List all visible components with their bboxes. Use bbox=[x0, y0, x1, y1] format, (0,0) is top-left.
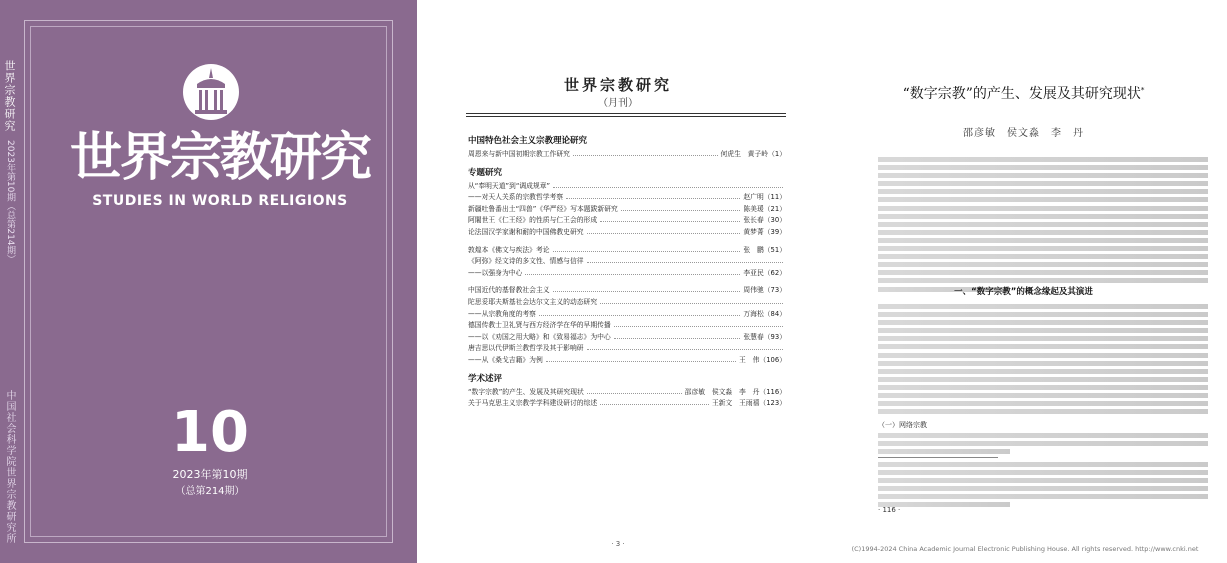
text-line bbox=[878, 328, 1208, 333]
toc-leader-dots bbox=[525, 267, 740, 275]
toc-entry-author: 周伟驰（73） bbox=[743, 286, 786, 295]
copyright-line: (C)1994-2024 China Academic Journal Electronic Publishing House. All rights reserved. http://www.cnki.net bbox=[851, 545, 1199, 553]
toc-entry-title: 关于马克思主义宗教学学科建设研讨的综述 bbox=[468, 399, 598, 408]
toc-entry[interactable] bbox=[468, 308, 786, 320]
temple-logo-icon bbox=[181, 62, 241, 122]
toc-entry-author: 黄梦菁（39） bbox=[743, 227, 786, 236]
toc-leader-dots bbox=[614, 331, 741, 339]
toc-entry[interactable] bbox=[468, 296, 786, 308]
text-line bbox=[878, 246, 1208, 251]
toc-entry-author: 陈美瑗（21） bbox=[743, 204, 786, 213]
toc-entry[interactable] bbox=[468, 386, 786, 398]
toc-leader-dots bbox=[600, 397, 709, 405]
toc-entry-title: 从“奉明天道”到“调成规章” bbox=[468, 181, 551, 190]
toc-body bbox=[468, 128, 786, 409]
toc-entry[interactable] bbox=[468, 180, 786, 192]
text-line bbox=[878, 470, 1208, 475]
text-line bbox=[878, 312, 1208, 317]
cover-title-en: STUDIES IN WORLD RELIGIONS bbox=[92, 193, 348, 209]
toc-entry[interactable] bbox=[468, 226, 786, 238]
toc-leader-dots bbox=[587, 255, 783, 263]
toc-entry[interactable] bbox=[468, 267, 786, 279]
toc-entry-title: 论法国汉学家谢和耐的中国佛教史研究 bbox=[468, 227, 584, 236]
text-line bbox=[878, 344, 1208, 349]
toc-entry-title: ——对天人关系的宗教哲学考察 bbox=[468, 193, 564, 202]
toc-entry[interactable] bbox=[468, 284, 786, 296]
section-heading: 一、“数字宗教”的概念缘起及其演进 bbox=[954, 287, 1093, 297]
toc-leader-dots bbox=[566, 191, 740, 199]
text-line bbox=[878, 165, 1208, 170]
toc-leader-dots bbox=[614, 319, 783, 327]
article-body-text-2 bbox=[878, 433, 1208, 457]
toc-entry[interactable] bbox=[468, 203, 786, 215]
toc-entry-title: 中国近代的基督教社会主义 bbox=[468, 286, 550, 295]
table-of-contents-page bbox=[418, 0, 818, 563]
toc-rule-top-2 bbox=[466, 116, 786, 117]
toc-leader-dots bbox=[553, 284, 741, 292]
toc-entry-title: 德国传教士卫礼贤与西方经济学在华的早期传播 bbox=[468, 321, 611, 330]
text-line bbox=[878, 441, 1208, 446]
toc-section-heading: 学术述评 bbox=[468, 373, 503, 384]
toc-leader-dots bbox=[621, 203, 741, 211]
toc-leader-dots bbox=[600, 214, 740, 222]
toc-leader-dots bbox=[587, 342, 783, 350]
text-line bbox=[878, 478, 1208, 483]
toc-leader-dots bbox=[553, 180, 783, 188]
spine-title: 世界宗教研究 bbox=[3, 60, 16, 132]
text-line bbox=[878, 206, 1208, 211]
text-line bbox=[878, 449, 1010, 454]
text-line bbox=[878, 433, 1208, 438]
toc-entry-title: 《阿弥》经文诗的多文性、情感与信徉 bbox=[468, 257, 584, 266]
toc-leader-dots bbox=[546, 354, 736, 362]
text-line bbox=[878, 393, 1208, 398]
article-page-number: · 116 · bbox=[878, 506, 901, 514]
toc-entry[interactable] bbox=[468, 214, 786, 226]
issue-total: （总第214期） bbox=[175, 486, 245, 497]
spine-publisher: 中国社会科学院世界宗教研究所 bbox=[4, 390, 15, 544]
issue-number: 10 bbox=[171, 400, 249, 465]
journal-cover bbox=[0, 0, 417, 563]
toc-entry-author: 赵广明（11） bbox=[743, 193, 786, 202]
toc-leader-dots bbox=[587, 386, 682, 394]
toc-entry-author: 邵彦敏 侯文淼 李 丹（116） bbox=[684, 387, 786, 396]
toc-entry-author: 王新文 王雨禧（123） bbox=[711, 399, 786, 408]
toc-entry[interactable] bbox=[468, 244, 786, 256]
toc-frequency: （月刊） bbox=[598, 98, 638, 109]
issue-date: 2023年第10期 bbox=[172, 468, 248, 481]
article-footnotes bbox=[878, 462, 1208, 511]
text-line bbox=[878, 361, 1208, 366]
toc-entry-author: 何虎生 黄子岭（1） bbox=[720, 150, 786, 158]
toc-entry-title: 唐吉思以代伊斯兰教哲学及其于影响研 bbox=[468, 344, 584, 353]
toc-entry-title: 阿闍世王《仁王经》的性质与仁王会的形成 bbox=[468, 216, 598, 225]
toc-entry-title: 陀思妥耶夫斯基社会达尔文主义的动态研究 bbox=[468, 297, 598, 306]
text-line bbox=[878, 486, 1208, 491]
toc-entry[interactable] bbox=[468, 319, 786, 331]
text-line bbox=[878, 270, 1208, 275]
article-authors: 邵彦敏 侯文淼 李 丹 bbox=[963, 128, 1084, 139]
toc-entry-author: 李亚民（62） bbox=[743, 268, 786, 277]
toc-entry-title: ——以强身为中心 bbox=[468, 268, 523, 277]
subsection-heading: （一）网络宗教 bbox=[878, 421, 927, 429]
text-line bbox=[878, 353, 1208, 358]
article-title: “数字宗教”的产生、发展及其研究现状* bbox=[902, 86, 1145, 102]
toc-entry[interactable] bbox=[468, 397, 786, 409]
text-line bbox=[878, 262, 1208, 267]
cover-title-cn: 世界宗教研究 bbox=[70, 127, 371, 188]
text-line bbox=[878, 254, 1208, 259]
toc-leader-dots bbox=[573, 148, 718, 156]
toc-rule-top bbox=[466, 113, 786, 114]
toc-entry-author: 万海松（84） bbox=[743, 309, 786, 318]
toc-entry[interactable] bbox=[468, 354, 786, 366]
toc-leader-dots bbox=[553, 244, 741, 252]
toc-entry-title: ——从《桑戈吉籍》为例 bbox=[468, 355, 543, 364]
text-line bbox=[878, 197, 1208, 202]
text-line bbox=[878, 214, 1208, 219]
text-line bbox=[878, 409, 1208, 414]
article-body-text bbox=[878, 304, 1208, 417]
text-line bbox=[878, 336, 1208, 341]
text-line bbox=[878, 494, 1208, 499]
text-line bbox=[878, 385, 1208, 390]
toc-entry-title: 新疆吐鲁番出土“四兽”《华严经》写本题跋新研究 bbox=[468, 204, 618, 213]
toc-page-number: · 3 · bbox=[611, 540, 625, 548]
toc-entry-title: 周恩来与新中国初期宗教工作研究 bbox=[468, 150, 570, 158]
text-line bbox=[878, 238, 1208, 243]
text-line bbox=[878, 304, 1208, 309]
text-line bbox=[878, 157, 1208, 162]
toc-leader-dots bbox=[539, 308, 740, 316]
text-line bbox=[878, 222, 1208, 227]
text-line bbox=[878, 462, 1208, 467]
toc-section-heading: 中国特色社会主义宗教理论研究 bbox=[468, 136, 588, 146]
text-line bbox=[878, 173, 1208, 178]
article-page bbox=[820, 0, 1227, 563]
footnote-rule bbox=[878, 457, 998, 458]
text-line bbox=[878, 369, 1208, 374]
toc-entry-title: “数字宗教”的产生、发展及其研究现状 bbox=[468, 387, 584, 396]
text-line bbox=[878, 181, 1208, 186]
toc-entry-author: 王 伟（106） bbox=[739, 355, 786, 364]
toc-entry[interactable] bbox=[468, 148, 786, 160]
toc-entry[interactable] bbox=[468, 255, 786, 267]
text-line bbox=[878, 401, 1208, 406]
toc-entry[interactable] bbox=[468, 342, 786, 354]
text-line bbox=[878, 189, 1208, 194]
toc-leader-dots bbox=[600, 296, 783, 304]
toc-entry[interactable] bbox=[468, 331, 786, 343]
text-line bbox=[878, 278, 1208, 283]
toc-leader-dots bbox=[587, 226, 741, 234]
toc-journal-title: 世界宗教研究 bbox=[563, 76, 672, 94]
toc-entry-author: 张 鹏（51） bbox=[743, 245, 786, 254]
text-line bbox=[878, 230, 1208, 235]
article-abstract bbox=[878, 157, 1208, 295]
text-line bbox=[878, 377, 1208, 382]
text-line bbox=[878, 320, 1208, 325]
spine-issue: 2023年第10期（总第214期） bbox=[5, 140, 15, 264]
toc-entry-title: ——从宗教角度的考察 bbox=[468, 309, 536, 318]
toc-entry-title: 敦煌本《佛文与疾法》考论 bbox=[468, 245, 550, 254]
toc-entry-author: 张慧春（93） bbox=[743, 332, 786, 341]
toc-section-heading: 专题研究 bbox=[468, 167, 503, 178]
toc-entry-title: ——以《劝国之用大略》和《致易福志》为中心 bbox=[468, 332, 611, 341]
toc-entry[interactable] bbox=[468, 191, 786, 203]
toc-entry-author: 张长春（30） bbox=[743, 216, 786, 225]
